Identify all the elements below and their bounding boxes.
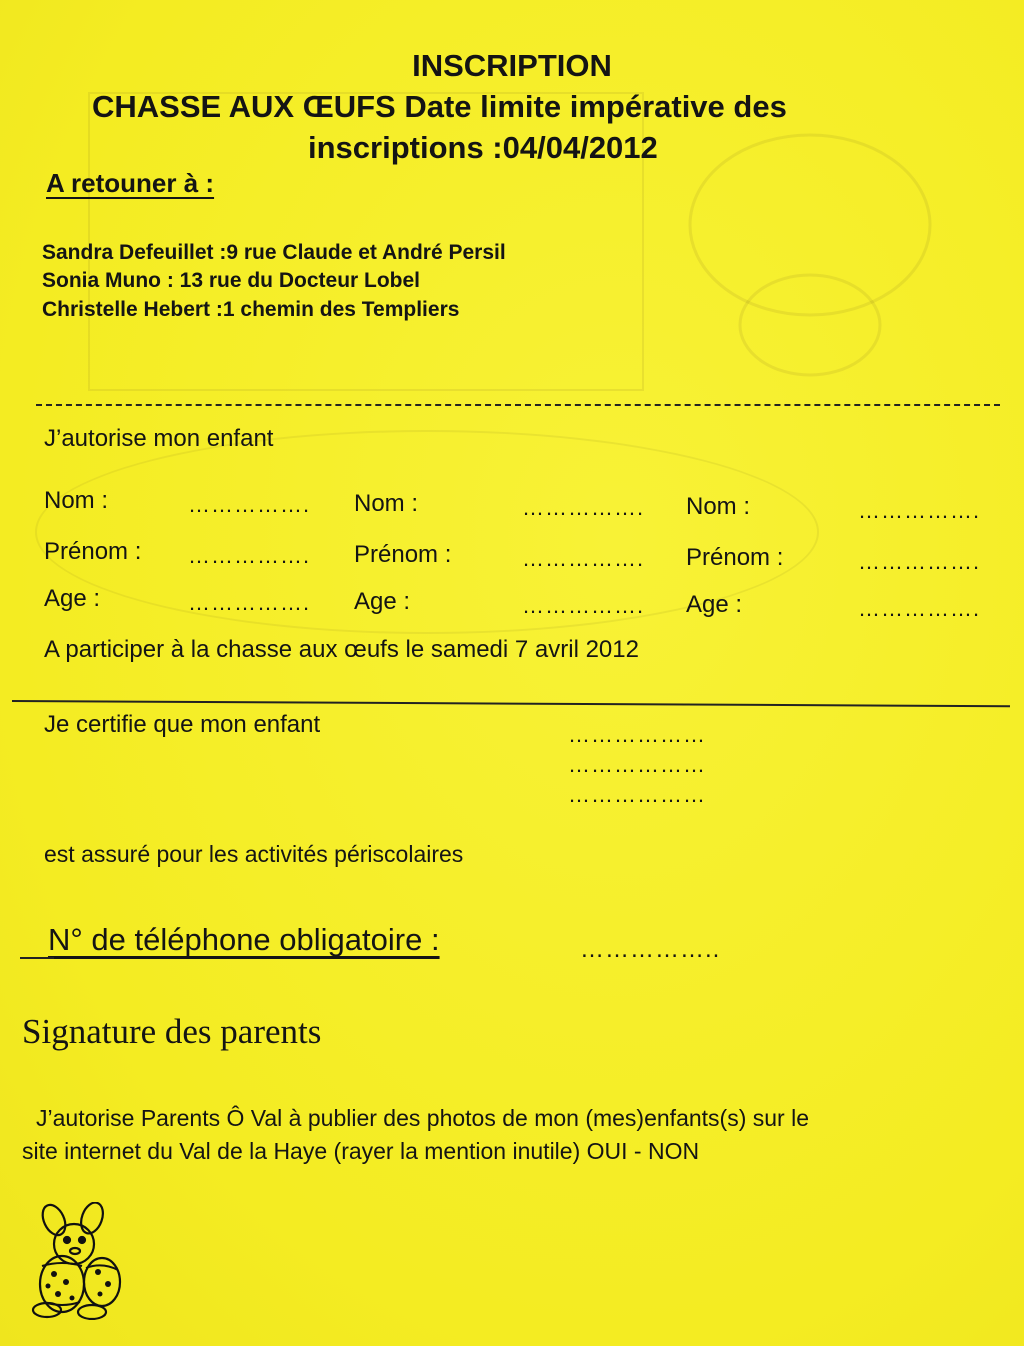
easter-bunny-icon [22, 1202, 134, 1320]
insurance-field[interactable]: ……………… [568, 782, 706, 807]
child2-prenom-label: Prénom : [354, 541, 452, 568]
signature-label: Signature des parents [22, 1012, 322, 1051]
child1-nom-field[interactable]: ……………. [188, 492, 311, 517]
insurance-field[interactable]: ……………… [568, 722, 706, 747]
child2-nom-field[interactable]: ……………. [522, 495, 645, 520]
child3-prenom-field[interactable]: ……………. [858, 549, 981, 574]
form-title: INSCRIPTION [412, 48, 612, 83]
child1-age-label: Age : [44, 585, 101, 612]
deadline-date: inscriptions :04/04/2012 [308, 130, 658, 165]
child3-nom-field[interactable]: ……………. [858, 498, 981, 523]
child2-age-label: Age : [354, 588, 411, 615]
photo-consent-line1: J’autorise Parents Ô Val à publier des photos de mon (mes)enfants(s) sur le [36, 1105, 809, 1131]
photo-consent-line2: site internet du Val de la Haye (rayer la mention inutile) OUI - NON [22, 1138, 700, 1164]
child2-prenom-field[interactable]: ……………. [522, 546, 645, 571]
return-address: Sonia Muno : 13 rue du Docteur Lobel [42, 269, 421, 292]
return-to-label: A retouner à : [46, 168, 215, 198]
authorization-intro: J’autorise mon enfant [44, 425, 274, 452]
insurance-intro: Je certifie que mon enfant [44, 711, 321, 738]
child1-nom-label: Nom : [44, 487, 109, 514]
child2-age-field[interactable]: ……………. [522, 593, 645, 618]
insurance-field[interactable]: ……………… [568, 752, 706, 777]
phone-underline-stub [20, 957, 54, 959]
child3-nom-label: Nom : [686, 493, 751, 520]
return-address: Sandra Defeuillet :9 rue Claude et André Persil [42, 241, 506, 264]
insurance-statement: est assuré pour les activités périscolaires [44, 841, 464, 867]
child1-prenom-field[interactable]: ……………. [188, 543, 311, 568]
child3-age-label: Age : [686, 591, 743, 618]
child3-prenom-label: Prénom : [686, 544, 784, 571]
phone-label: N° de téléphone obligatoire : [48, 922, 440, 957]
child1-prenom-label: Prénom : [44, 538, 142, 565]
child3-age-field[interactable]: ……………. [858, 596, 981, 621]
child2-nom-label: Nom : [354, 490, 419, 517]
child1-age-field[interactable]: ……………. [188, 590, 311, 615]
cut-line [36, 404, 1000, 406]
participation-statement: A participer à la chasse aux œufs le samedi 7 avril 2012 [44, 636, 639, 663]
phone-field[interactable]: …………….. [580, 936, 721, 963]
return-address: Christelle Hebert :1 chemin des Templiers [42, 298, 460, 321]
event-and-deadline: CHASSE AUX ŒUFS Date limite impérative des [92, 89, 787, 124]
